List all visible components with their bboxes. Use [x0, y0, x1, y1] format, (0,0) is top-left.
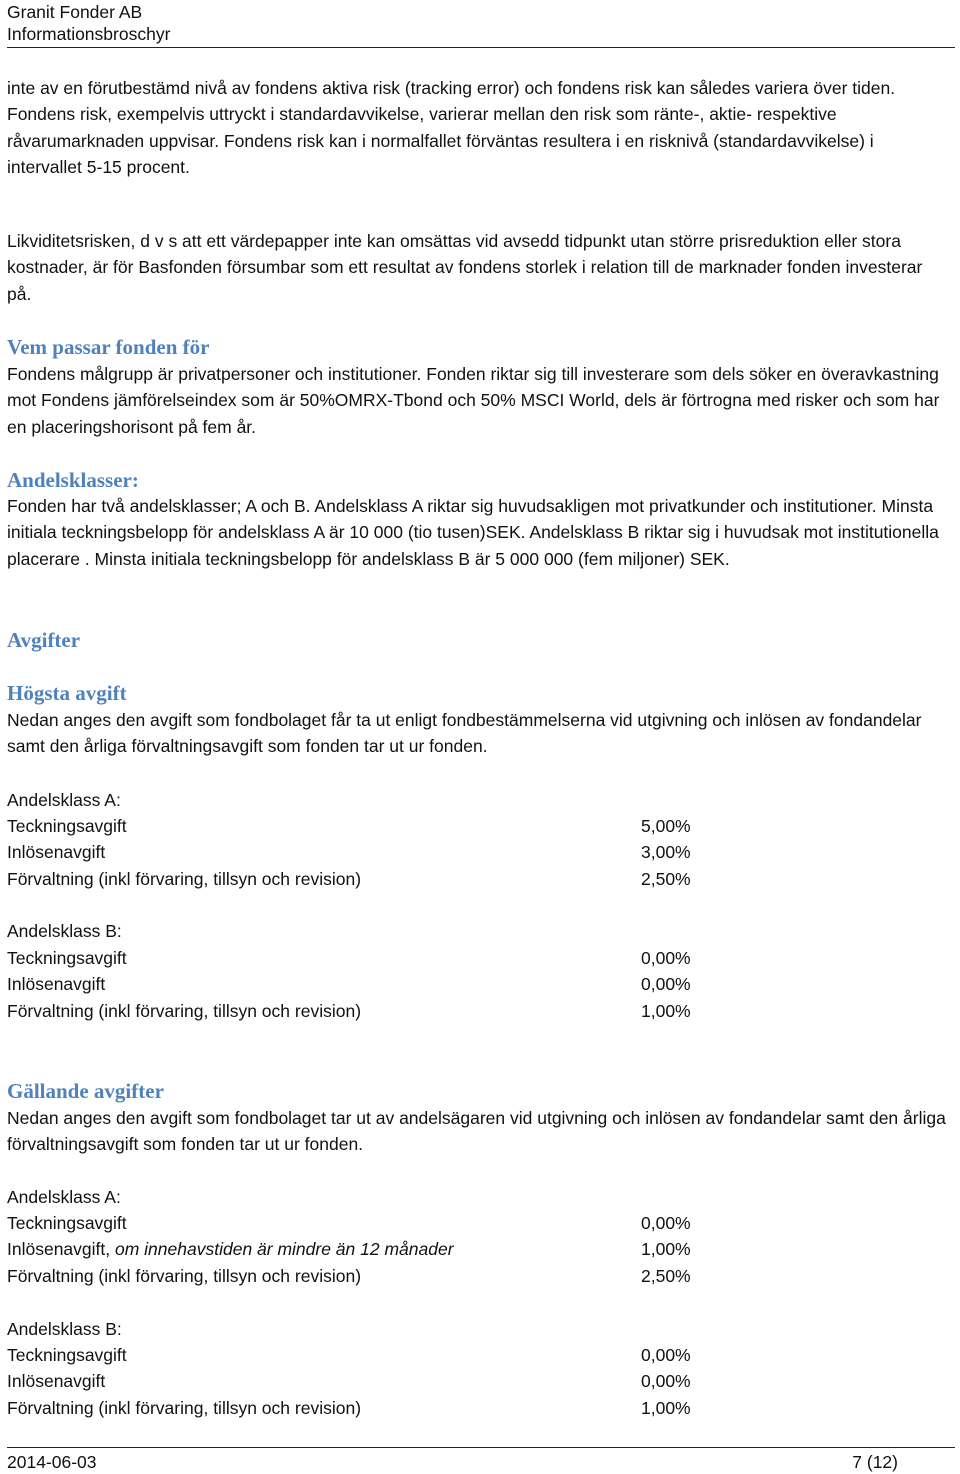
header-divider [7, 47, 955, 48]
header-doc-title: Informationsbroschyr [7, 24, 171, 44]
fee-row-value: 1,00% [641, 1398, 691, 1418]
intro-paragraph-risk: inte av en förutbestämd nivå av fondens aktiva risk (tracking error) och fondens risk kan således variera över tiden. Fondens risk, exempelvis uttryckt i standardavvikelse, varierar mellan den risk som ränte-, aktie- respektive råvarumarknaden uppvisar. Fondens risk kan i normalfallet förväntas resultera i en risknivå (standardavvikelse) i intervallet 5-15 procent. [7, 78, 896, 177]
fee-row-value: 0,00% [641, 1371, 691, 1391]
fee-row-label: Teckningsavgift [7, 816, 127, 836]
fee-row-label: Teckningsavgift [7, 948, 127, 968]
fee-row-value: 5,00% [641, 816, 691, 836]
fee-row-redemption [7, 1236, 454, 1262]
fee-row-label: Förvaltning (inkl förvaring, tillsyn och revision) [7, 869, 362, 889]
classes-paragraph: Fonden har två andelsklasser; A och B. Andelsklass A riktar sig huvudsakligen mot privatkunder och institutioner. Minsta initiala teckningsbelopp för andelsklass A är 10 000 (tio tusen)SEK. Andelsklass B riktar sig i huvudsak mot institutionella placerare . Minsta initiala teckningsbelopp för andelsklass B är 5 000 000 (fem miljoner) SEK. [7, 496, 939, 569]
fee-row-value: 2,50% [641, 869, 691, 889]
fee-row-label: Inlösenavgift [7, 1371, 106, 1391]
max-class-a-title: Andelsklass A: [7, 790, 121, 810]
max-fee-paragraph: Nedan anges den avgift som fondbolaget får ta ut enligt fondbestämmelserna vid utgivning och inlösen av fondandelar samt den årliga förvaltningsavgift som fonden tar ut ur fonden. [7, 710, 922, 757]
section-heading-fees: Avgifter [7, 628, 81, 652]
section-heading-classes: Andelsklasser: [7, 468, 139, 492]
fee-row-label: Inlösenavgift, [7, 1239, 111, 1259]
fee-row-label: Inlösenavgift [7, 842, 106, 862]
fee-row-value: 0,00% [641, 948, 691, 968]
fee-row-value: 0,00% [641, 1345, 691, 1365]
fee-row-note: om innehavstiden är mindre än 12 månader [115, 1239, 454, 1259]
current-class-b-title: Andelsklass B: [7, 1319, 122, 1339]
fee-row-value: 2,50% [641, 1266, 691, 1286]
fee-row-value: 3,00% [641, 842, 691, 862]
max-class-b-title: Andelsklass B: [7, 921, 122, 941]
fee-row-label: Förvaltning (inkl förvaring, tillsyn och revision) [7, 1398, 362, 1418]
section-heading-target: Vem passar fonden för [7, 335, 210, 359]
fee-row-value: 1,00% [641, 1239, 691, 1259]
footer-page-number: 7 (12) [852, 1452, 898, 1472]
subheading-current-fees: Gällande avgifter [7, 1079, 164, 1103]
footer-date: 2014-06-03 [7, 1452, 97, 1472]
fee-row-value: 1,00% [641, 1001, 691, 1021]
subheading-max-fee: Högsta avgift [7, 681, 127, 705]
fee-row-value: 0,00% [641, 1213, 691, 1233]
fee-row-label: Teckningsavgift [7, 1213, 127, 1233]
target-paragraph: Fondens målgrupp är privatpersoner och institutioner. Fonden riktar sig till investerare som dels söker en överavkastning mot Fondens jämförelseindex som är 50%OMRX-Tbond och 50% MSCI World, dels är förtrogna med risker och som har en placeringshorisont på fem år. [7, 364, 940, 437]
fee-row-label: Förvaltning (inkl förvaring, tillsyn och revision) [7, 1001, 362, 1021]
current-fees-paragraph: Nedan anges den avgift som fondbolaget tar ut av andelsägaren vid utgivning och inlösen av fondandelar samt den årliga förvaltningsavgift som fonden tar ut ur fonden. [7, 1108, 946, 1155]
fee-row-label: Teckningsavgift [7, 1345, 127, 1365]
fee-row-value: 0,00% [641, 974, 691, 994]
footer-divider [7, 1447, 955, 1448]
header-company: Granit Fonder AB [7, 2, 143, 22]
intro-paragraph-liquidity: Likviditetsrisken, d v s att ett värdepapper inte kan omsättas vid avsedd tidpunkt utan större prisreduktion eller stora kostnader, är för Basfonden försumbar som ett resultat av fondens storlek i relation till de marknader fonden investerar på. [7, 231, 923, 304]
fee-row-label: Förvaltning (inkl förvaring, tillsyn och revision) [7, 1266, 362, 1286]
fee-row-label: Inlösenavgift [7, 974, 106, 994]
current-class-a-title: Andelsklass A: [7, 1187, 121, 1207]
